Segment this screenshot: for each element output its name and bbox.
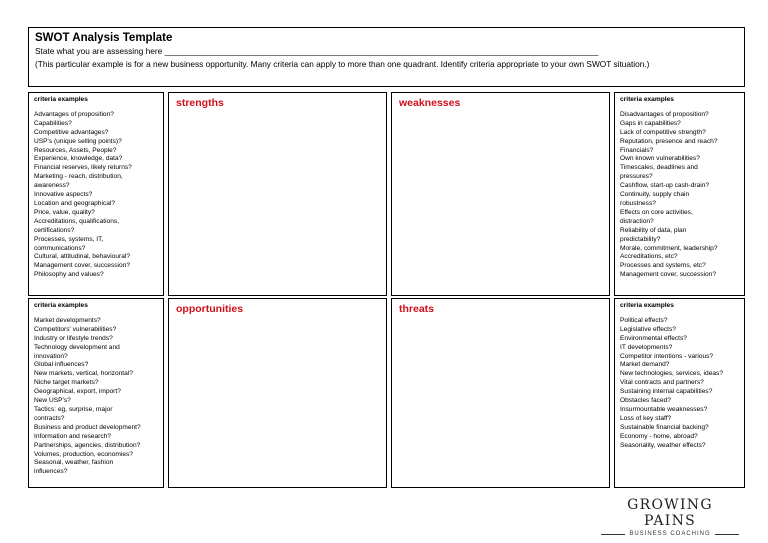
criteria-item: Resources, Assets, People? (34, 146, 117, 154)
criteria-item: communications? (34, 244, 86, 252)
criteria-item: Cultural, attitudinal, behavioural? (34, 253, 131, 261)
strengths-label: strengths (176, 97, 224, 109)
criteria-item: Economy - home, abroad? (620, 432, 698, 440)
criteria-item: Marketing - reach, distribution, (34, 173, 123, 181)
weaknesses-quadrant (391, 92, 610, 296)
criteria-item: Environmental effects? (620, 334, 687, 342)
criteria-item: Technology development and (34, 343, 120, 351)
criteria-item: Competitor intentions - various? (620, 352, 714, 360)
criteria-item: Capabilities? (34, 119, 72, 127)
criteria-item: Own known vulnerabilities? (620, 155, 700, 163)
opportunities-criteria-box (28, 298, 164, 488)
criteria-item: Processes and systems, etc? (620, 262, 706, 270)
criteria-item: Cashflow, start-up cash-drain? (620, 182, 710, 190)
criteria-item: Tactics: eg, surprise, major (34, 405, 113, 413)
criteria-item: Management cover, succession? (620, 271, 717, 279)
criteria-item: Philosophy and values? (34, 271, 104, 279)
weaknesses-criteria-box (614, 92, 745, 296)
criteria-item: New USP's? (34, 397, 71, 405)
criteria-item: New technologies, services, ideas? (620, 370, 723, 378)
weaknesses-label: weaknesses (399, 97, 461, 109)
criteria-item: Reputation, presence and reach? (620, 137, 718, 145)
criteria-item: Accreditations, qualifications, (34, 217, 120, 225)
opportunities-label: opportunities (176, 303, 244, 315)
criteria-item: Niche target markets? (34, 379, 99, 387)
criteria-item: Industry or lifestyle trends? (34, 334, 113, 342)
criteria-heading: criteria examples (34, 302, 88, 309)
criteria-item: influences? (34, 468, 68, 476)
criteria-item: Vital contracts and partners? (620, 379, 704, 387)
criteria-item: Market developments? (34, 316, 101, 324)
criteria-item: innovation? (34, 352, 68, 360)
criteria-item: Gaps in capabilities? (620, 119, 681, 127)
criteria-item: Seasonality, weather effects? (620, 441, 706, 449)
strengths-quadrant (168, 92, 387, 296)
logo-subtitle-row (600, 531, 740, 537)
criteria-item: Business and product development? (34, 423, 141, 431)
criteria-item: Accreditations, etc? (620, 253, 678, 261)
logo-rule-right (715, 534, 739, 535)
growing-pains-logo (600, 497, 740, 537)
criteria-item: Sustainable financial backing? (620, 423, 709, 431)
criteria-item: Seasonal, weather, fashion (34, 459, 114, 467)
criteria-item: Global influences? (34, 361, 89, 369)
criteria-item: USP's (unique selling points)? (34, 137, 122, 145)
criteria-item: Experience, knowledge, data? (34, 155, 123, 163)
criteria-item: awareness? (34, 182, 70, 190)
criteria-heading: criteria examples (34, 96, 88, 103)
logo-subtitle: BUSINESS COACHING (629, 531, 711, 537)
assessing-line: State what you are assessing here ______________________________________________________________________________________________ (35, 46, 599, 56)
criteria-item: Price, value, quality? (34, 208, 95, 216)
criteria-item: Loss of key staff? (620, 414, 672, 422)
logo-rule-left (601, 534, 625, 535)
criteria-list (620, 317, 739, 451)
criteria-item: predictability? (620, 235, 661, 243)
criteria-item: Morale, commitment, leadership? (620, 244, 718, 252)
criteria-item: Sustaining internal capabilities? (620, 388, 713, 396)
page-title: SWOT Analysis Template (35, 32, 173, 44)
criteria-item: Legislative effects? (620, 325, 676, 333)
strengths-criteria-box (28, 92, 164, 296)
criteria-heading: criteria examples (620, 96, 674, 103)
criteria-item: certifications? (34, 226, 75, 234)
criteria-item: New markets, vertical, horizontal? (34, 370, 133, 378)
threats-quadrant (391, 298, 610, 488)
opportunities-quadrant (168, 298, 387, 488)
criteria-item: Financial reserves, likely returns? (34, 164, 132, 172)
threats-criteria-box (614, 298, 745, 488)
criteria-item: Financials? (620, 146, 654, 154)
criteria-item: Innovative aspects? (34, 191, 93, 199)
criteria-item: Management cover, succession? (34, 262, 131, 270)
criteria-item: Insurmountable weaknesses? (620, 405, 708, 413)
criteria-item: IT developments? (620, 343, 673, 351)
logo-name: GROWING PAINS (627, 497, 713, 529)
criteria-item: Geographical, export, import? (34, 388, 121, 396)
criteria-item: Volumes, production, economies? (34, 450, 133, 458)
criteria-item: Continuity, supply chain (620, 191, 690, 199)
criteria-list (620, 111, 739, 280)
criteria-list (34, 317, 158, 477)
criteria-item: Competitive advantages? (34, 128, 109, 136)
criteria-heading: criteria examples (620, 302, 674, 309)
criteria-item: Disadvantages of proposition? (620, 110, 709, 118)
criteria-item: Political effects? (620, 316, 668, 324)
criteria-item: Timescales, deadlines and (620, 164, 698, 172)
criteria-item: Reliability of data, plan (620, 226, 687, 234)
criteria-list (34, 111, 158, 280)
criteria-item: robustness? (620, 199, 656, 207)
criteria-item: pressures? (620, 173, 653, 181)
template-note: (This particular example is for a new business opportunity. Many criteria can apply to more than one quadrant. Identify criteria appropriate to your own SWOT situation.) (35, 59, 650, 69)
criteria-item: Competitors' vulnerabilities? (34, 325, 117, 333)
criteria-item: Partnerships, agencies, distribution? (34, 441, 141, 449)
criteria-item: Advantages of proposition? (34, 110, 114, 118)
criteria-item: contracts? (34, 414, 65, 422)
threats-label: threats (399, 303, 435, 315)
header-box (28, 27, 745, 87)
criteria-item: Lack of competitive strength? (620, 128, 706, 136)
criteria-item: Market demand? (620, 361, 670, 369)
criteria-item: Information and research? (34, 432, 111, 440)
criteria-item: Effects on core activities, (620, 208, 693, 216)
criteria-item: distraction? (620, 217, 654, 225)
criteria-item: Processes, systems, IT, (34, 235, 104, 243)
criteria-item: Location and geographical? (34, 199, 116, 207)
criteria-item: Obstacles faced? (620, 397, 671, 405)
